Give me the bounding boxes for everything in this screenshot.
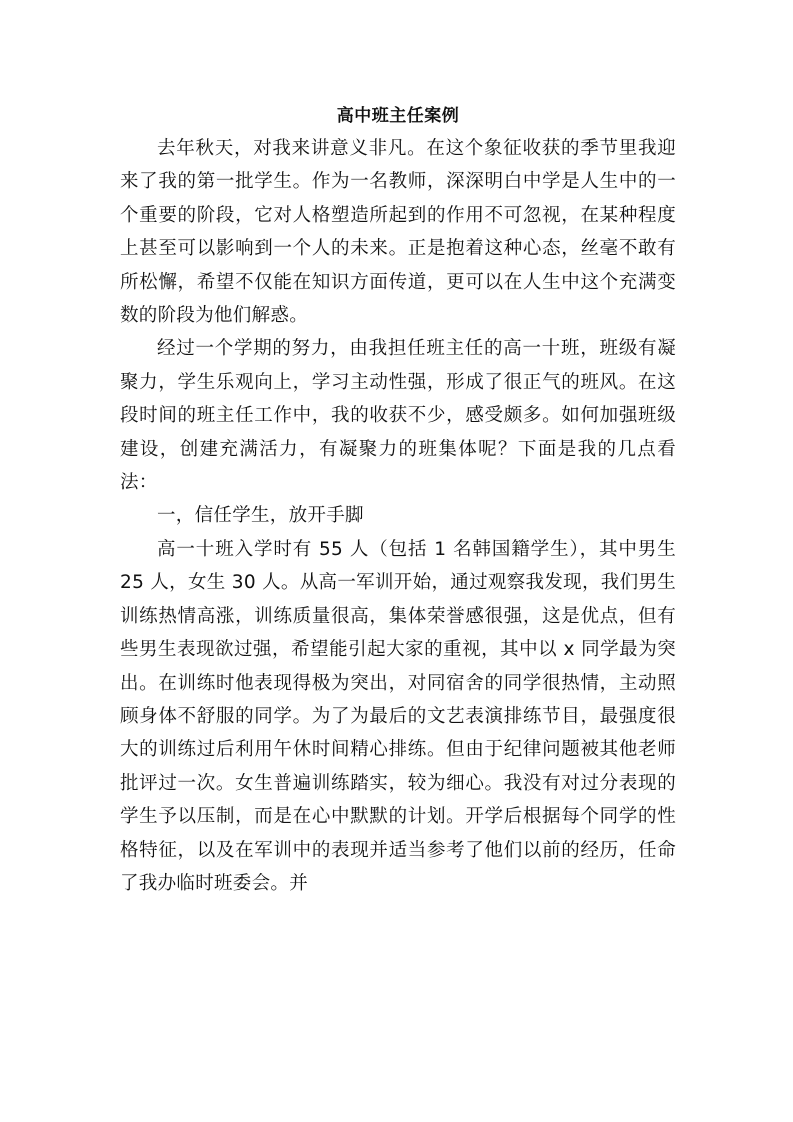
section-heading-trust-students: 一，信任学生，放开手脚 (157, 505, 364, 527)
paragraph-class-details: 高一十班入学时有 55 人（包括 1 名韩国籍学生），其中男生 25 人，女生 30 人。从高一军训开始，通过观察我发现，我们男生训练热情高涨，训练质量很高，集体荣誉感很强，这是优点，但有些男生表现欲过强，希望能引起大家的重视，其中以 x 同学最为突出。在训练时他表现得极为突出，对同宿舍的同学很热情，主动照顾身体不舒服的同学。为了为最后的文艺表演排练节目，最强度很大的训练过后利用午休时间精心排练。但由于纪律问题被其他老师批评过一次。女生普遍训练踏实，较为细心。我没有对过分表现的学生予以压制，而是在心中默默的计划。开学后根据每个同学的性格特征，以及在军训中的表现并适当参考了他们以前的经历，任命了我办临时班委会。并 (120, 538, 676, 894)
document-page (120, 100, 676, 900)
document-title: 高中班主任案例 (336, 106, 460, 126)
paragraph-intro: 去年秋天，对我来讲意义非凡。在这个象征收获的季节里我迎来了我的第一批学生。作为一名教师，深深明白中学是人生中的一个重要的阶段，它对人格塑造所起到的作用不可忽视，在某种程度上甚至可以影响到一个人的未来。正是抱着这种心态，丝毫不敢有所松懈，希望不仅能在知识方面传道，更可以在人生中这个充满变数的阶段为他们解惑。 (120, 138, 676, 327)
paragraph-class-overview: 经过一个学期的努力，由我担任班主任的高一十班，班级有凝聚力，学生乐观向上，学习主动性强，形成了很正气的班风。在这段时间的班主任工作中，我的收获不少，感受颇多。如何加强班级建设，创建充满活力，有凝聚力的班集体呢？下面是我的几点看法： (120, 338, 676, 494)
